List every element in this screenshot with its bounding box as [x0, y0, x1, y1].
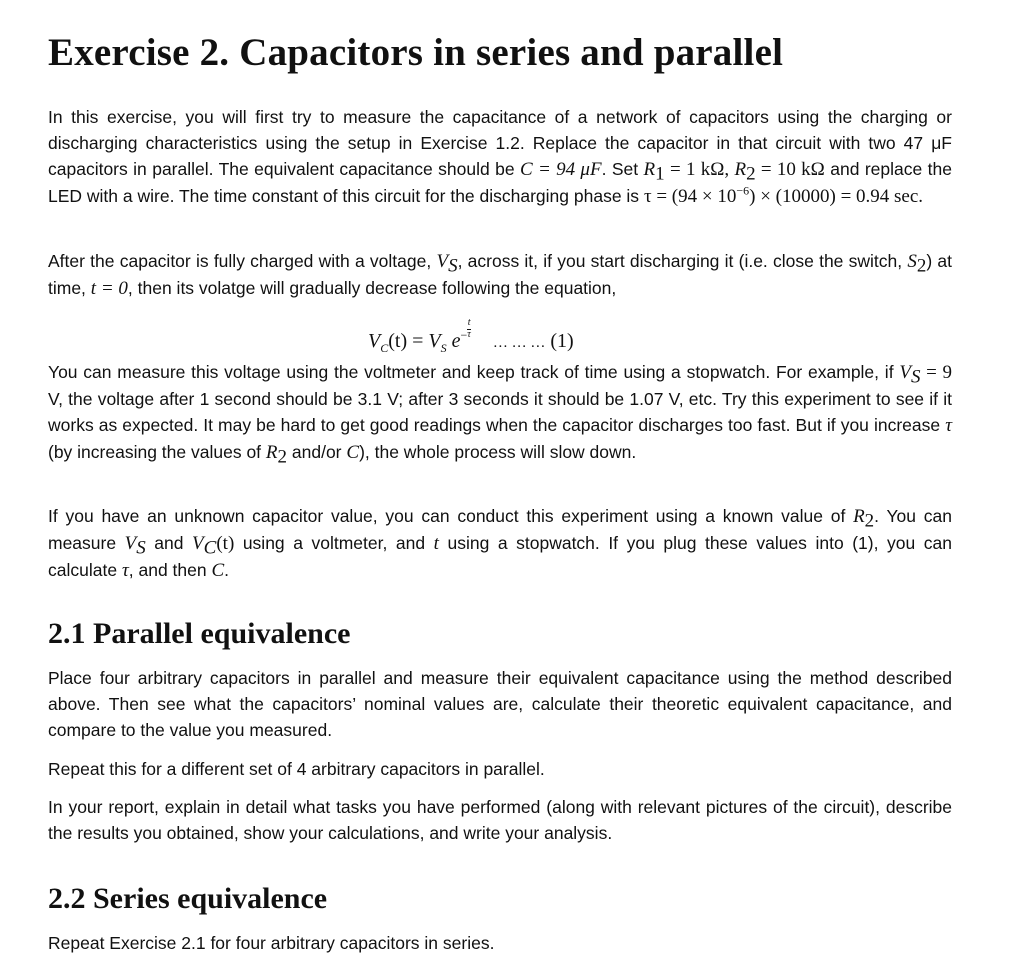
section-heading-series: 2.2 Series equivalence — [48, 882, 328, 915]
exponent-fraction: $\frac{t}{\tau}$ — [467, 317, 471, 340]
parallel-paragraph-3: In your report, explain in detail what tasks you have performed (along with relevant pictures of the circuit), describe the results you obtained, show your calculations, and write your analysis. — [48, 797, 952, 843]
section-heading-parallel: 2.1 Parallel equivalence — [48, 617, 351, 650]
equation-number: (1) — [550, 330, 574, 352]
intro-paragraph-3: You can measure this voltage using the voltmeter and keep track of time using a stopwatch. For example, if $V_S = 9$ V, the voltage after 1 second should be 3.1 V; after 3 seconds it should be 1.07 V, etc. Try this experiment to see if it works as expected. It may be hard to get good readings when the capacitor discharges too fast. But if you increase τ (by increasing the values of $R_2$ and/or C), the whole process will slow down. — [48, 362, 952, 468]
page-title: Exercise 2. Capacitors in series and parallel — [48, 31, 784, 74]
parallel-paragraph-1: Place four arbitrary capacitors in parallel and measure their equivalent capacitance using the method described above. Then see what the capacitors’ nominal values are, calculate their theoretic equivalent capacitance, and compare to the value you measured. — [48, 668, 952, 740]
series-paragraph-1: Repeat Exercise 2.1 for four arbitrary capacitors in series. — [48, 933, 495, 953]
intro-paragraph-2: After the capacitor is fully charged with a voltage, $V_S$, across it, if you start discharging it (i.e. close the switch, $S_2$) at time, t = 0, then its volatge will gradually decrease following the equation, — [48, 251, 952, 299]
discharge-equation: $V_C(t) = V_S$ e− $\frac{t}{\tau}$ … … … (1) — [368, 317, 574, 355]
parallel-paragraph-2: Repeat this for a different set of 4 arbitrary capacitors in parallel. — [48, 759, 545, 779]
intro-paragraph-1: In this exercise, you will first try to measure the capacitance of a network of capacitors using the charging or discharging characteristics using the setup in Exercise 1.2. Replace the capacitor in that circuit with two 47 μF capacitors in parallel. The equivalent capacitance should be C = 94 μF. Set $R_1 = 1$ kΩ, $R_2 = 10$ kΩ and replace the LED with a wire. The time constant of this circuit for the discharging phase is $\tau = (94 \times 10^{-6}) \times (10000) = 0.94$ sec. — [48, 107, 952, 207]
intro-paragraph-4: If you have an unknown capacitor value, you can conduct this experiment using a known value of $R_2$. You can measure $V_S$ and $V_C(t)$ using a voltmeter, and t using a stopwatch. If you plug these values into (1), you can calculate τ, and then C. — [48, 506, 952, 581]
equivalent-capacitance: C = 94 μF — [520, 159, 602, 180]
time-constant-formula: $\tau = (94 \times 10^{-6}) \times (10000) = 0.94$ sec. — [643, 183, 924, 207]
